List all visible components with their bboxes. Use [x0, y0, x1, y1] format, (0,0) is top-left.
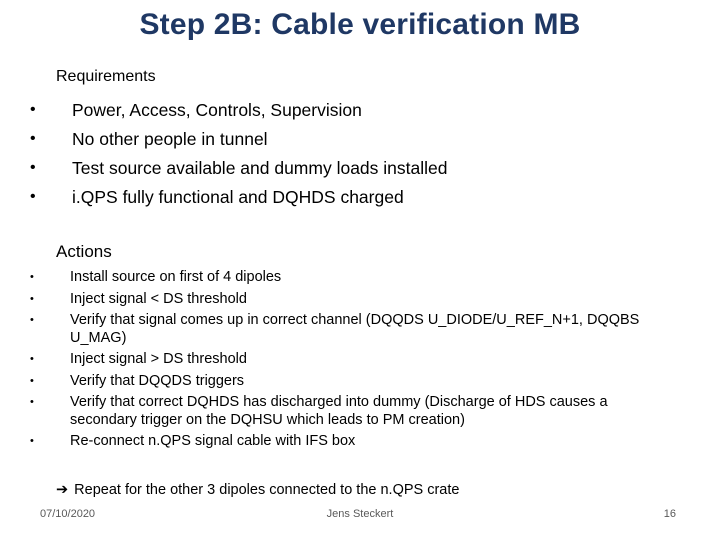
list-item [30, 269, 670, 287]
list-item [30, 186, 690, 215]
list-item-text: Re-connect n.QPS signal cable with IFS box [70, 433, 356, 449]
actions-heading: Actions [56, 242, 112, 261]
list-item-text: Install source on first of 4 dipoles [70, 269, 282, 285]
list-item-text: Inject signal > DS threshold [70, 351, 247, 367]
list-item-text: Verify that signal comes up in correct channel (DQQDS U_DIODE/U_REF_N+1, DQQBS U_MAG) [70, 312, 640, 346]
list-item [30, 351, 670, 369]
bullet: • [30, 396, 34, 408]
bullet: • [30, 101, 36, 118]
list-item-text: Power, Access, Controls, Supervision [72, 100, 362, 120]
list-item [30, 157, 690, 186]
list-item [30, 291, 670, 309]
list-item-text: Inject signal < DS threshold [70, 290, 247, 307]
footer-date: 07/10/2020 [40, 508, 96, 520]
bullet: • [30, 130, 36, 147]
repeat-note-text: Repeat for the other 3 dipoles connected to the n.QPS crate [74, 482, 460, 498]
list-item-text: Verify that correct DQHDS has discharged into dummy (Discharge of HDS causes a secondary trigger on the DQHSU which leads to PM creation) [70, 394, 608, 428]
list-item [30, 373, 670, 391]
arrow-right-icon: ➔ [56, 482, 69, 498]
slide-title: Step 2B: Cable verification MB [139, 8, 581, 41]
list-item [30, 433, 670, 451]
page-number: 16 [663, 508, 676, 520]
footer-author: Jens Steckert [326, 508, 394, 520]
list-item [30, 128, 690, 157]
bullet: • [30, 292, 34, 305]
bullet: • [30, 374, 34, 387]
list-item-text: i.QPS fully functional and DQHDS charged [72, 187, 404, 207]
list-item-text: Verify that DQQDS triggers [70, 372, 245, 389]
repeat-note [56, 482, 459, 498]
bullet: • [30, 435, 34, 447]
list-item [30, 99, 690, 128]
list-item [30, 312, 670, 347]
list-item-text: No other people in tunnel [72, 129, 268, 149]
bullet: • [30, 271, 34, 283]
actions-list [30, 269, 670, 455]
requirements-list [30, 99, 690, 215]
list-item-text: Test source available and dummy loads installed [72, 158, 448, 178]
requirements-heading: Requirements [56, 68, 156, 85]
bullet: • [30, 188, 36, 205]
bullet: • [30, 314, 34, 326]
bullet: • [30, 353, 34, 365]
list-item [30, 394, 670, 429]
bullet: • [30, 159, 36, 176]
